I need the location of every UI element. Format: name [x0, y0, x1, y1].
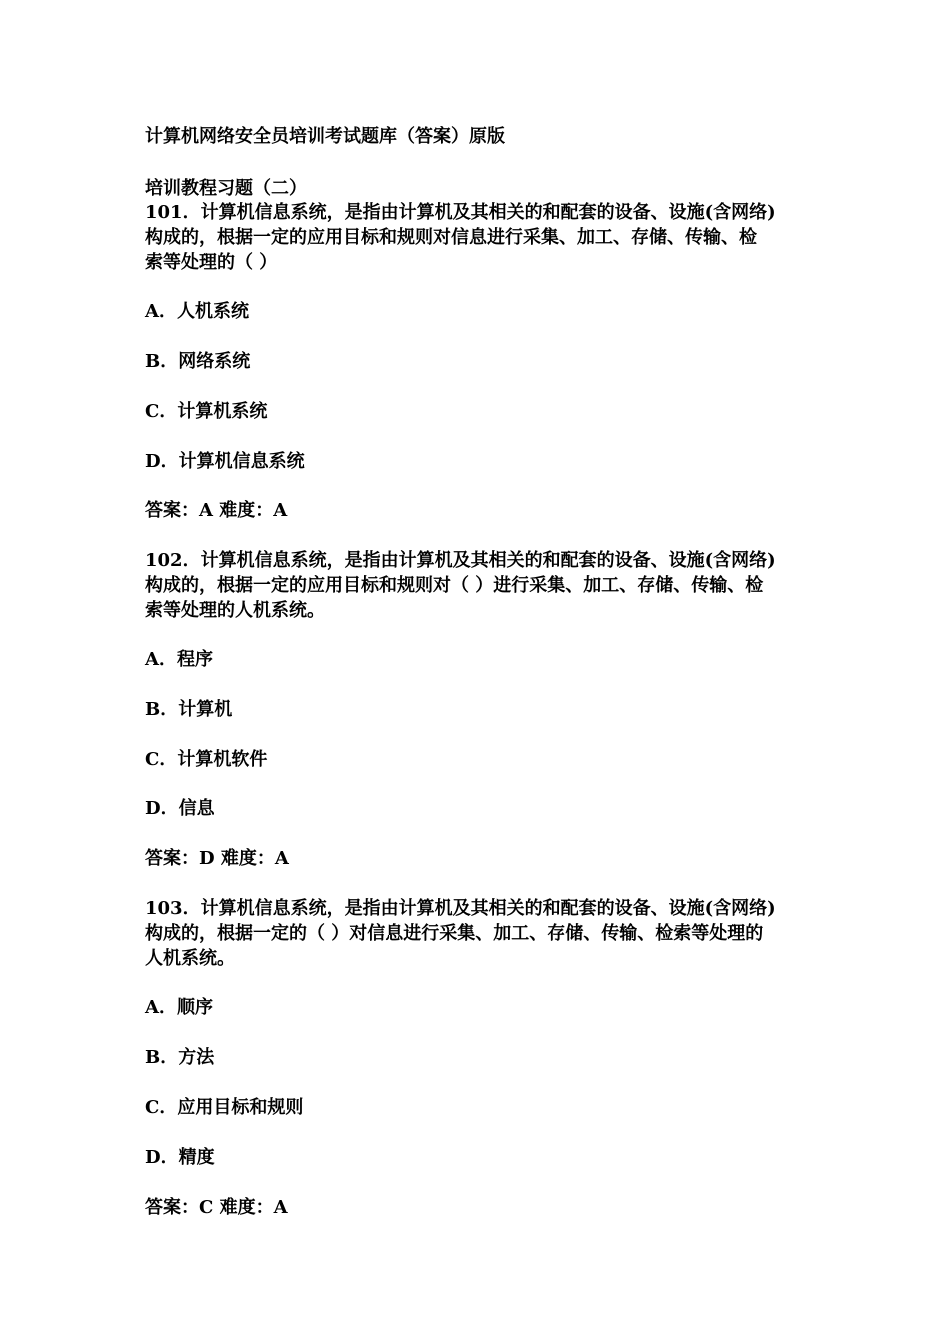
question-stem-line: 索等处理的（ ） — [145, 252, 278, 273]
option-c: C．计算机软件 — [145, 749, 268, 770]
option-a: A．顺序 — [145, 997, 213, 1018]
question-stem-line: 构成的，根据一定的（ ）对信息进行采集、加工、存储、传输、检索等处理的 — [145, 923, 764, 944]
question-stem-line: 103．计算机信息系统，是指由计算机及其相关的和配套的设备、设施(含网络) — [145, 898, 776, 919]
option-a: A．程序 — [145, 649, 213, 670]
question-stem-line: 人机系统。 — [145, 948, 235, 969]
option-a: A．人机系统 — [145, 301, 249, 322]
question-stem-line: 索等处理的人机系统。 — [145, 600, 325, 621]
option-c: C．应用目标和规则 — [145, 1097, 304, 1118]
answer-line: 答案：A 难度：A — [145, 500, 288, 521]
document-title: 计算机网络安全员培训考试题库（答案）原版 — [145, 126, 505, 147]
option-c: C．计算机系统 — [145, 401, 268, 422]
question-stem-line: 102．计算机信息系统，是指由计算机及其相关的和配套的设备、设施(含网络) — [145, 550, 776, 571]
answer-line: 答案：C 难度：A — [145, 1197, 288, 1218]
question-stem-line: 构成的，根据一定的应用目标和规则对（ ）进行采集、加工、存储、传输、检 — [145, 575, 764, 596]
option-b: B．网络系统 — [145, 351, 251, 372]
section-heading: 培训教程习题（二） — [145, 178, 307, 199]
option-d: D．计算机信息系统 — [145, 451, 305, 472]
option-d: D．信息 — [145, 798, 215, 819]
option-d: D．精度 — [145, 1147, 215, 1168]
answer-line: 答案：D 难度：A — [145, 848, 289, 869]
question-stem-line: 构成的，根据一定的应用目标和规则对信息进行采集、加工、存储、传输、检 — [145, 227, 757, 248]
question-stem-line: 101．计算机信息系统，是指由计算机及其相关的和配套的设备、设施(含网络) — [145, 202, 776, 223]
option-b: B．计算机 — [145, 699, 233, 720]
option-b: B．方法 — [145, 1047, 215, 1068]
